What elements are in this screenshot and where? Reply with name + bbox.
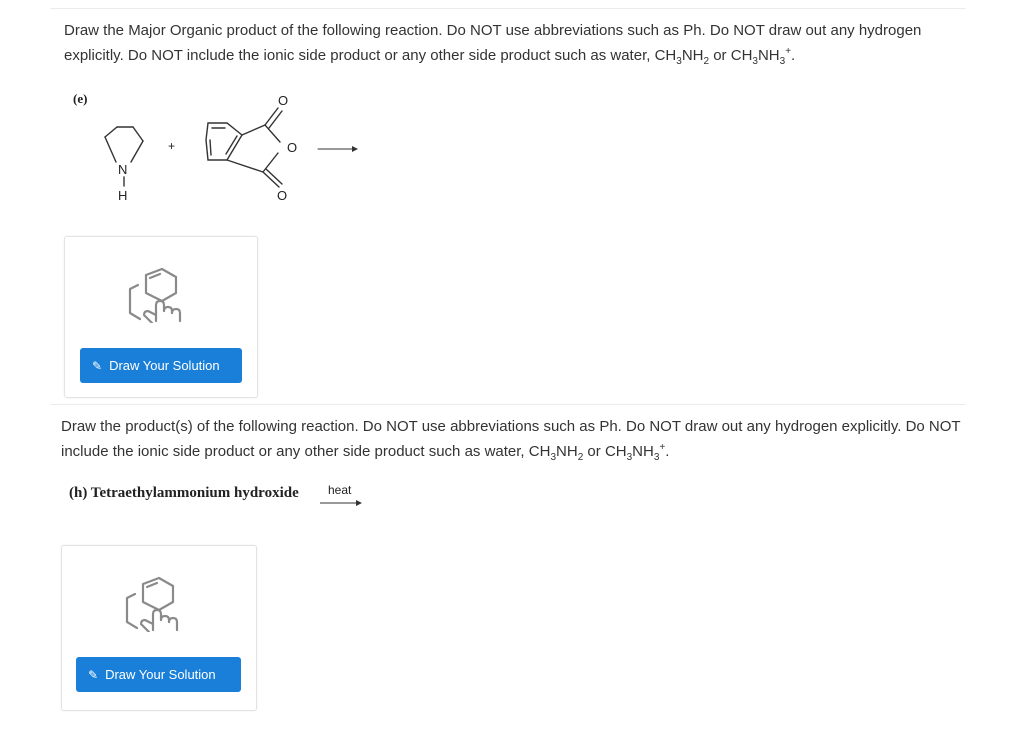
- reaction-h-text: (h) Tetraethylammonium hydroxide: [69, 485, 299, 501]
- draw-area-e[interactable]: [64, 236, 258, 398]
- question-2-prompt: Draw the product(s) of the following reaction. Do NOT use abbreviations such as Ph. Do NOT draw out any hydrogen explicitly. Do NOT include the ionic side product or any other side product such as water, $CH_3NH_2$ or $CH_3NH_3^+$.: [61, 418, 961, 463]
- molecule-hand-icon: [123, 576, 193, 632]
- phthalic-anhydride-structure: [206, 93, 297, 203]
- formula-ch3nh3-plus: $CH_3NH_3^+$: [730, 46, 792, 67]
- prompt-text: Draw the Major Organic product of the following reaction. Do NOT use abbreviations such as Ph. Do NOT draw out any hydrogen explicitly. Do NOT include the ionic side product or any other side product such as water,: [64, 22, 922, 64]
- heat-arrow: [318, 482, 364, 512]
- button-label: Draw Your Solution: [105, 667, 216, 682]
- formula-ch3nh2: $CH_3NH_2$: [528, 443, 584, 463]
- reaction-arrow: [318, 146, 358, 152]
- atom-h: H: [118, 188, 128, 203]
- pyrrolidine-structure: [105, 127, 143, 203]
- question-1-prompt: Draw the Major Organic product of the following reaction. Do NOT use abbreviations such as Ph. Do NOT draw out any hydrogen explicitly. Do NOT include the ionic side product or any other side product such as water, $CH_3NH_2$ or $CH_3NH_3^+$.: [64, 22, 922, 67]
- heat-label: heat: [328, 483, 352, 497]
- pencil-icon: ✎: [92, 358, 103, 373]
- molecule-hand-icon: [126, 267, 196, 323]
- atom-o-top: O: [278, 93, 289, 108]
- button-label: Draw Your Solution: [109, 358, 220, 373]
- plus-sign: +: [168, 139, 176, 153]
- reaction-scheme-e: [90, 90, 390, 210]
- draw-your-solution-button-h[interactable]: [76, 657, 241, 692]
- part-label-e: (e): [73, 91, 88, 106]
- atom-n: N: [118, 162, 128, 177]
- formula-ch3nh2: $CH_3NH_2$: [654, 47, 710, 67]
- atom-o-bottom: O: [277, 188, 288, 203]
- draw-your-solution-button-e[interactable]: [80, 348, 242, 383]
- atom-o-ring: O: [287, 140, 298, 155]
- formula-ch3nh3-plus: $CH_3NH_3^+$: [604, 442, 666, 463]
- prompt-text: Draw the product(s) of the following reaction. Do NOT use abbreviations such as Ph. Do NOT draw out any hydrogen explicitly. Do NOT include the ionic side product or any other side product such as water,: [61, 418, 961, 460]
- draw-area-h[interactable]: [61, 545, 257, 711]
- pencil-icon: ✎: [88, 667, 99, 682]
